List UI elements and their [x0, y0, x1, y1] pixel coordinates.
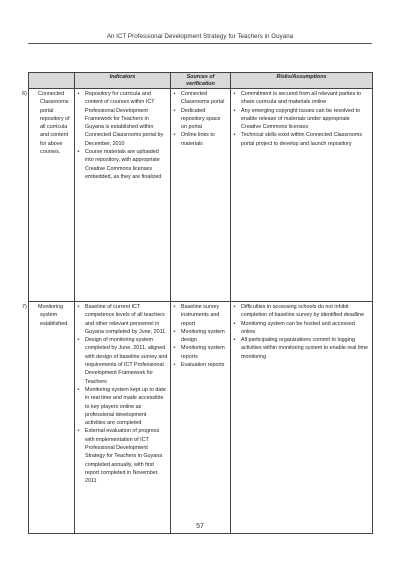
column-header-blank [29, 73, 75, 89]
row-output [22, 303, 72, 328]
column-header-indicators: Indicators [75, 73, 171, 89]
sources-cell [171, 302, 231, 534]
logframe-table [22, 72, 373, 534]
risk-item: • Monitoring system can be hosted and accessed online [233, 320, 370, 337]
indicator-item: • Course materials are uploaded into repository, with appropriate Creative Commons licenses embedded, as they are finalized [77, 148, 168, 181]
running-header: An ICT Professional Development Strategy for Teachers in Guyana [106, 33, 294, 40]
column-header-sources: Sources of verification [171, 73, 231, 89]
row-output [22, 90, 72, 156]
indicator-item: • Design of monitoring system completed by June, 2011, aligned with design of baseline survey and requirements of ICT Professional Development Framework for Teachers [77, 336, 168, 386]
sources-cell [171, 89, 231, 302]
column-header-risks: Risks/Assumptions [231, 73, 373, 89]
indicators-cell [75, 302, 171, 534]
indicator-item: • Repository for curricula and content of courses within ICT Professional Development Framework for Teachers in Guyana is established within Connected Classrooms portal by December, 2010 [77, 90, 168, 148]
row-output-cell [22, 302, 75, 534]
risks-cell [231, 302, 373, 534]
page-number: 57 [196, 523, 204, 530]
row-number: 6) [22, 91, 27, 97]
source-item: • Connected Classrooms portal [173, 90, 228, 107]
risk-item: • Technical skills exist within Connected Classrooms portal project to develop and launch repository [233, 131, 370, 148]
risk-item: • Commitment is secured from all relevant parties to share curricula and materials online [233, 90, 370, 107]
table-row [29, 302, 373, 534]
row-number: 7) [22, 304, 27, 310]
source-item: • Monitoring system design [173, 328, 228, 345]
indicator-item: • Baseline of current ICT competence levels of all teachers and other relevant personnel in Guyana completed by June, 2011 [77, 303, 168, 336]
source-item: • Baseline survey instruments and report [173, 303, 228, 328]
indicator-item: • Monitoring system kept up to date in real time and made accessible to key players online as professional development activities are completed [77, 386, 168, 427]
table-header-row [29, 73, 373, 89]
indicators-cell [75, 89, 171, 302]
source-item: • Evaluation reports [173, 361, 228, 369]
risks-cell [231, 89, 373, 302]
source-item: • Monitoring system reports [173, 344, 228, 361]
source-item: • Online links to materials [173, 131, 228, 148]
row-title: Connected Classrooms portal repository of all curricula and content for above courses. [38, 91, 70, 156]
header-rule [28, 43, 372, 44]
table-row [29, 89, 373, 302]
row-output-cell [22, 89, 75, 302]
risk-item: • Difficulties in accessing schools do not inhibit completion of baseline survey by identified deadline [233, 303, 370, 320]
indicator-item: • External evaluation of progress with implementation of ICT Professional Development Strategy for Teachers in Guyana completed annually, with first report completed in November, 2011 [77, 427, 168, 485]
risk-item: • All participating organizations commit to logging activities within monitoring system to enable real time monitoring [233, 336, 370, 361]
row-title: Monitoring system established. [38, 304, 69, 327]
risk-item: • Any emerging copyright issues can be resolved to enable release of materials under appropriate Creative Commons licenses [233, 107, 370, 132]
source-item: • Dedicated repository space on portal [173, 107, 228, 132]
